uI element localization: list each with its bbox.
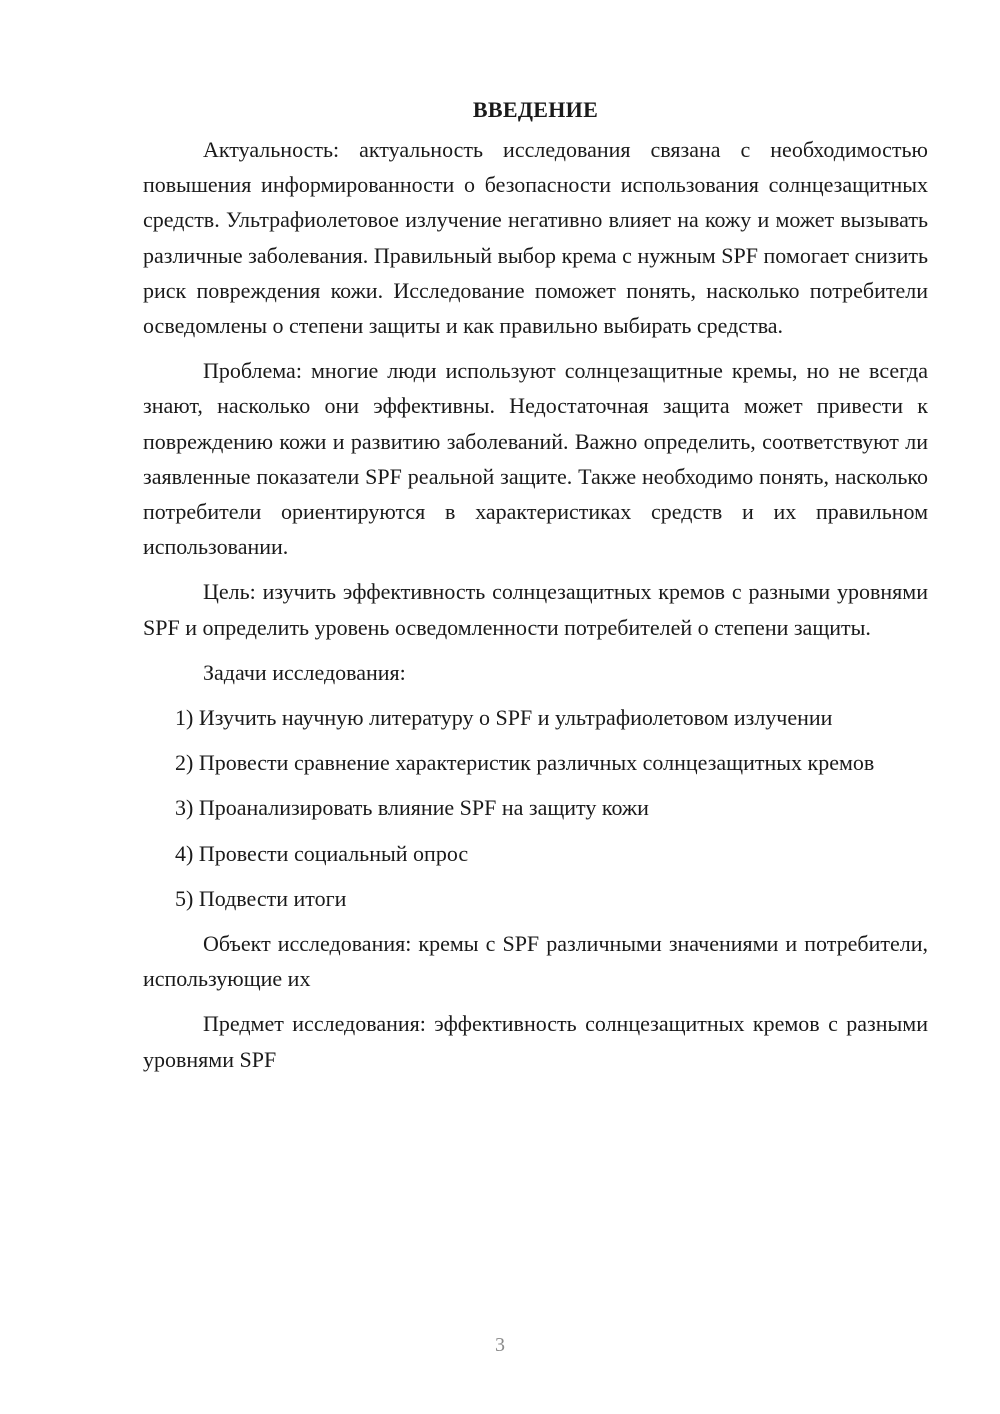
goal-paragraph: Цель: изучить эффективность солнцезащитных кремов с разными уровнями SPF и определить уровень осведомленности потребителей о степени защиты.: [143, 579, 928, 640]
section-heading: ВВЕДЕНИЕ: [472, 97, 599, 122]
document-page: [143, 92, 928, 1087]
task-item-2: 2) Провести сравнение характеристик различных солнцезащитных кремов: [175, 750, 875, 776]
task-item-1: 1) Изучить научную литературу о SPF и ультрафиолетовом излучении: [175, 705, 833, 731]
tasks-title: Задачи исследования:: [203, 659, 406, 685]
task-item-5: 5) Подвести итоги: [175, 885, 347, 911]
subject-paragraph: Предмет исследования: эффективность солнцезащитных кремов с разными уровнями SPF: [143, 1011, 928, 1072]
problem-paragraph: Проблема: многие люди используют солнцезащитные кремы, но не всегда знают, насколько они эффективны. Недостаточная защита может привести к повреждению кожи и развитию заболеваний. Важно определить, соответствуют ли заявленные показатели SPF реальной защите. Также необходимо понять, насколько потребители ориентируются в характеристиках средств и их правильном использовании.: [143, 358, 928, 560]
page-number: 3: [495, 1334, 505, 1356]
task-item-4: 4) Провести социальный опрос: [175, 840, 469, 866]
object-paragraph: Объект исследования: кремы с SPF различными значениями и потребители, использующие их: [143, 931, 928, 992]
task-item-3: 3) Проанализировать влияние SPF на защиту кожи: [175, 795, 649, 821]
relevance-paragraph: Актуальность: актуальность исследования связана с необходимостью повышения информированности о безопасности использования солнцезащитных средств. Ультрафиолетовое излучение негативно влияет на кожу и может вызывать различные заболевания. Правильный выбор крема с нужным SPF помогает снизить риск повреждения кожи. Исследование поможет понять, насколько потребители осведомлены о степени защиты и как правильно выбирать средства.: [143, 137, 928, 339]
